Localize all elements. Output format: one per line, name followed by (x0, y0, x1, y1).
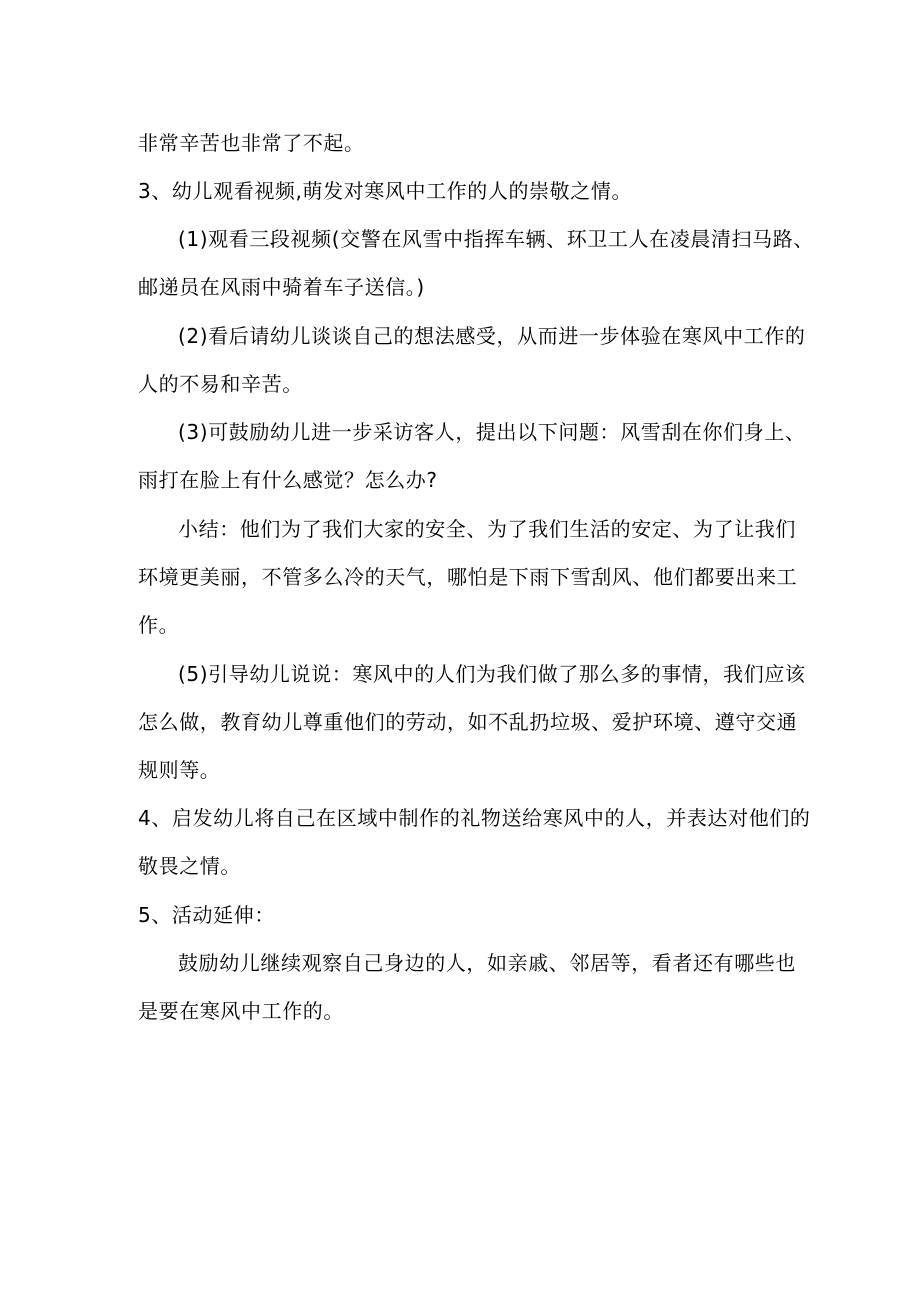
text-line: 敬畏之情。 (138, 854, 241, 878)
section-heading-3: 3、幼儿观看视频,萌发对寒风中工作的人的崇敬之情。 (138, 179, 633, 203)
text-line: 雨打在脸上有什么感觉？怎么办? (138, 468, 438, 492)
text-line: (1)观看三段视频(交警在风雪中指挥车辆、环卫工人在凌晨清扫马路、 (178, 227, 814, 251)
section-heading-5: 5、活动延伸： (138, 903, 275, 927)
text-line: 鼓励幼儿继续观察自己身边的人，如亲戚、邻居等，看者还有哪些也 (178, 951, 796, 975)
text-line: (2)看后请幼儿谈谈自己的想法感受，从而进一步体验在寒风中工作的 (178, 324, 806, 348)
section-heading-4: 4、启发幼儿将自己在区域中制作的礼物送给寒风中的人，并表达对他们的 (138, 806, 811, 830)
text-line: 非常辛苦也非常了不起。 (138, 131, 365, 155)
text-line: 人的不易和辛苦。 (138, 372, 303, 396)
text-line: (5)引导幼儿说说：寒风中的人们为我们做了那么多的事情，我们应该 (178, 662, 806, 686)
summary-line: 小结：他们为了我们大家的安全、为了我们生活的安定、为了让我们 (178, 517, 796, 541)
text-line: 怎么做，教育幼儿尊重他们的劳动，如不乱扔垃圾、爱护环境、遵守交通 (138, 710, 798, 734)
text-line: 环境更美丽，不管多么冷的天气，哪怕是下雨下雪刮风、他们都要出来工 (138, 565, 798, 589)
text-line: 邮递员在风雨中骑着车子送信。) (138, 275, 425, 299)
text-line: 是要在寒风中工作的。 (138, 999, 344, 1023)
text-line: 作。 (138, 613, 180, 637)
text-line: 规则等。 (138, 758, 221, 782)
text-line: (3)可鼓励幼儿进一步采访客人，提出以下问题：风雪刮在你们身上、 (178, 420, 806, 444)
